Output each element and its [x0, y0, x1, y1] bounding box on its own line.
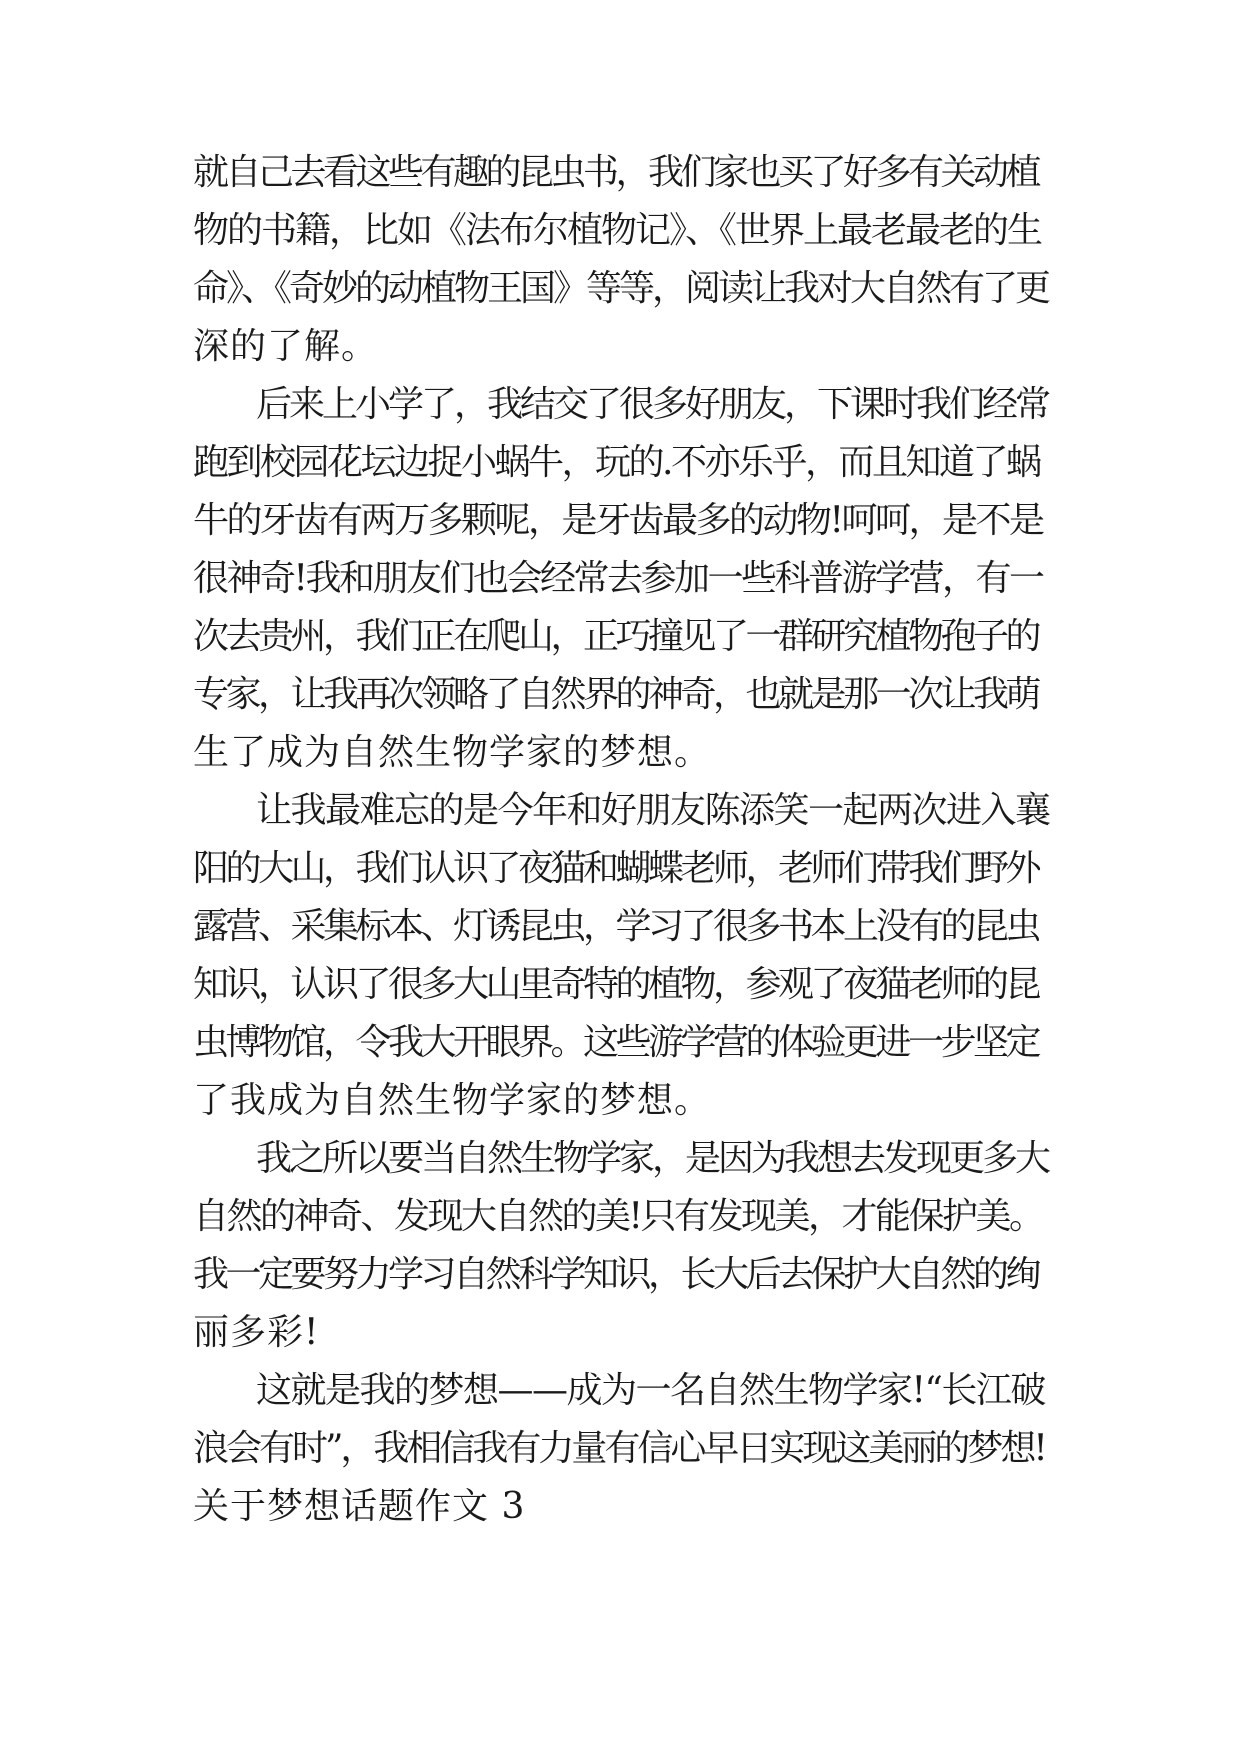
paragraph-first-line: 后来上小学了，我结交了很多好朋友，下课时我们经常: [256, 384, 1049, 425]
text-line: 自然的神奇、发现大自然的美!只有发现美，才能保护美。: [193, 1196, 1043, 1237]
paragraph-first-line: 让我最难忘的是今年和好朋友陈添笑一起两次进入襄: [256, 790, 1050, 831]
text-line: 浪会有时”，我相信我有力量有信心早日实现这美丽的梦想!: [193, 1428, 1045, 1469]
paragraph-first-line: 这就是我的梦想——成为一名自然生物学家!“长江破: [256, 1370, 1045, 1411]
text-line: 虫博物馆，令我大开眼界。这些游学营的体验更进一步坚定: [193, 1022, 1039, 1063]
text-line: 生了成为自然生物学家的梦想。: [193, 732, 712, 773]
text-line: 很神奇!我和朋友们也会经常去参加一些科普游学营，有一: [193, 558, 1043, 599]
text-line: 专家，让我再次领略了自然界的神奇，也就是那一次让我萌: [193, 674, 1039, 715]
text-line: 牛的牙齿有两万多颗呢，是牙齿最多的动物!呵呵，是不是: [193, 500, 1043, 541]
paragraph-first-line: 我之所以要当自然生物学家，是因为我想去发现更多大: [256, 1138, 1049, 1179]
text-line: 物的书籍，比如《法布尔植物记》、《世界上最老最老的生: [193, 210, 1042, 251]
text-line: 了我成为自然生物学家的梦想。: [193, 1080, 712, 1121]
text-line: 跑到校园花坛边捉小蜗牛，玩的.不亦乐乎，而且知道了蜗: [193, 442, 1040, 483]
text-line: 阳的大山，我们认识了夜猫和蝴蝶老师，老师们带我们野外: [193, 848, 1039, 889]
section-heading: 关于梦想话题作文 3: [193, 1486, 526, 1527]
text-line: 露营、采集标本、灯诱昆虫，学习了很多书本上没有的昆虫: [193, 906, 1039, 947]
text-line: 就自己去看这些有趣的昆虫书，我们家也买了好多有关动植: [193, 152, 1039, 193]
text-line: 丽多彩!: [193, 1312, 320, 1353]
text-line: 知识，认识了很多大山里奇特的植物，参观了夜猫老师的昆: [193, 964, 1039, 1005]
text-line: 深的了解。: [193, 326, 379, 367]
text-line: 次去贵州，我们正在爬山，正巧撞见了一群研究植物孢子的: [193, 616, 1039, 657]
text-line: 命》、《奇妙的动植物王国》等等，阅读让我对大自然有了更: [193, 268, 1049, 309]
text-line: 我一定要努力学习自然科学知识，长大后去保护大自然的绚: [193, 1254, 1039, 1295]
